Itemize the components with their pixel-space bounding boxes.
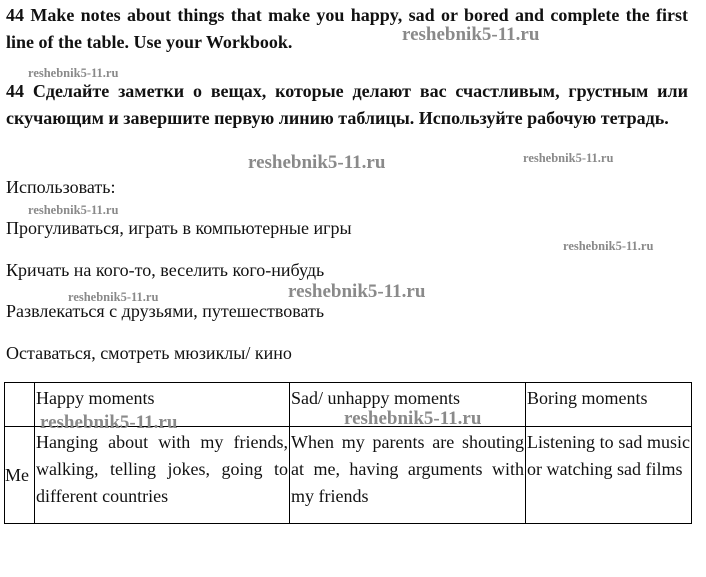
watermark: reshebnik5-11.ru: [288, 281, 426, 302]
watermark: reshebnik5-11.ru: [344, 408, 482, 429]
table-row: [5, 427, 692, 524]
cell-happy: Hanging about with my friends, walking, telling jokes, going to different countries: [35, 427, 290, 524]
header-sad-moments: Sad/ unhappy moments: [290, 383, 526, 427]
task-english: 44 Make notes about things that make you happy, sad or bored and complete the first line of the table. Use your Workbook.: [6, 5, 688, 52]
watermark: reshebnik5-11.ru: [28, 66, 119, 80]
watermark: reshebnik5-11.ru: [40, 412, 178, 433]
header-happy-moments: Happy moments: [35, 383, 290, 427]
table-header-empty: [5, 383, 35, 427]
header-boring-moments: Boring moments: [526, 383, 692, 427]
watermark: reshebnik5-11.ru: [28, 203, 119, 217]
notes-heading: Использовать:: [6, 177, 116, 197]
task-russian: 44 Сделайте заметки о вещах, которые делают вас счастливым, грустным или скучающим и завершите первую линию таблицы. Используйте рабочую тетрадь.: [6, 81, 688, 128]
note-line-1: Прогуливаться, играть в компьютерные игры: [6, 218, 352, 238]
moments-table: [4, 382, 692, 524]
note-line-2: Кричать на кого-то, веселить кого-нибудь: [6, 260, 325, 280]
watermark: reshebnik5-11.ru: [68, 290, 159, 304]
cell-boring: Listening to sad music or watching sad films: [526, 427, 692, 524]
watermark: reshebnik5-11.ru: [248, 152, 386, 173]
cell-sad: When my parents are shouting at me, having arguments with my friends: [290, 427, 526, 524]
watermark: reshebnik5-11.ru: [563, 239, 654, 253]
watermark: reshebnik5-11.ru: [402, 24, 540, 45]
watermark: reshebnik5-11.ru: [523, 151, 614, 165]
note-line-3: Развлекаться с друзьями, путешествовать: [6, 301, 325, 321]
row-label-me: Me: [5, 427, 35, 524]
note-line-4: Оставаться, смотреть мюзиклы/ кино: [6, 343, 292, 363]
